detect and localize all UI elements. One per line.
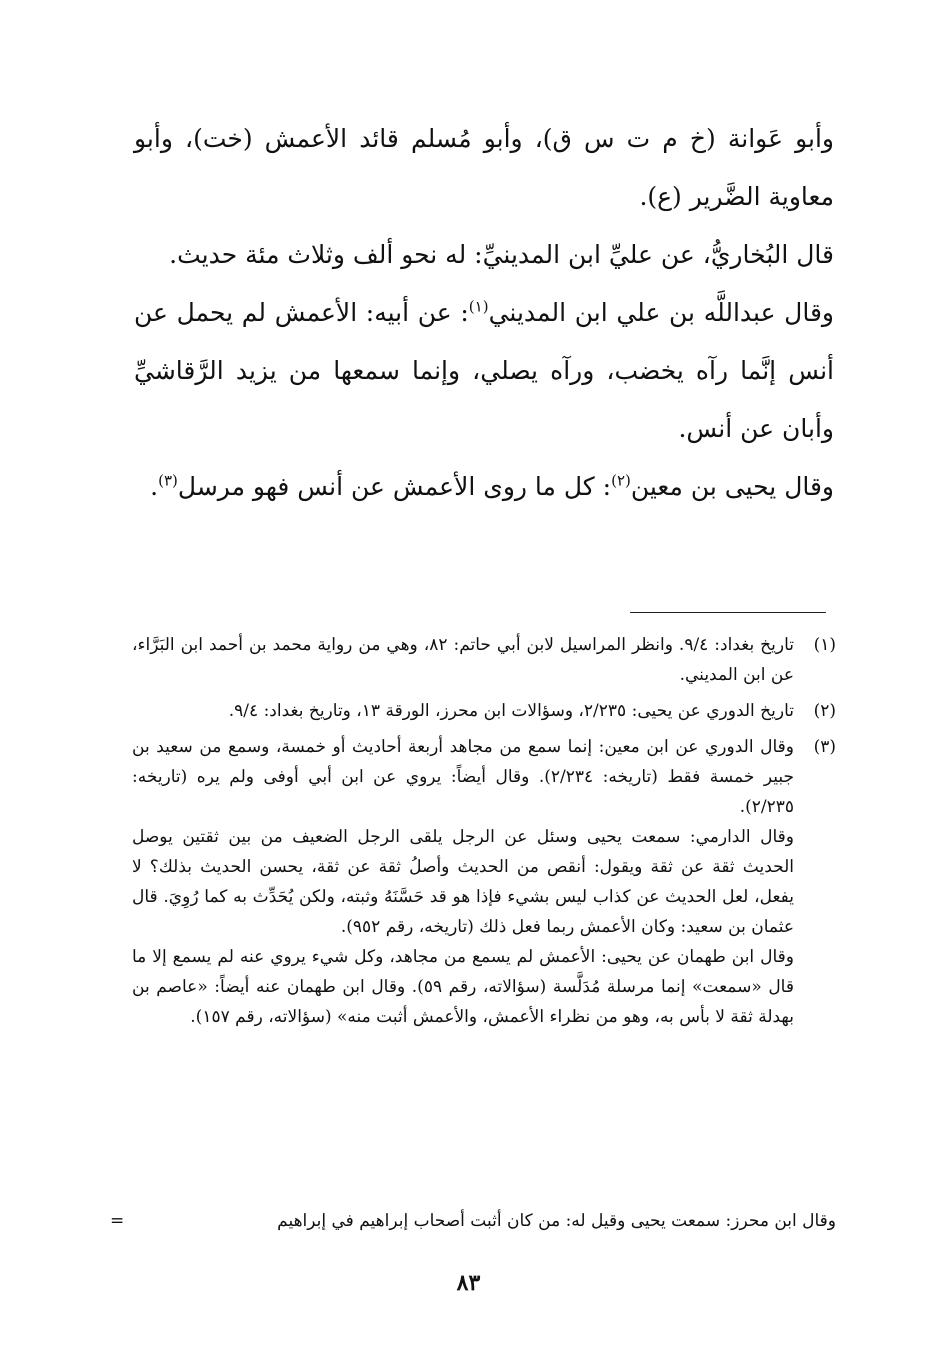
paragraph-4 [134,458,834,516]
footnote-paragraph: تاريخ الدوري عن يحيى: ٢/٢٣٥، وسؤالات ابن محرز، الورقة ١٣، وتاريخ بغداد: ٩/٤. [228,701,794,721]
footnote-paragraph: وقال ابن طهمان عن يحيى: الأعمش لم يسمع من مجاهد، وكل شيء يروي عنه لم يسمع إلا ما قال «سمعت» إنما مرسلة مُدَلَّسة (سؤالاته، رقم ٥٩). وقال ابن طهمان عنه أيضاً: «عاصم بن بهدلة ثقة لا بأس به، وهو من نظراء الأعمش، والأعمش أثبت منه» (سؤالاته، رقم ١٥٧). [132,947,794,1027]
footnote-ref-1: (١) [468,297,489,316]
continuation-mark: = [110,1211,125,1231]
paragraph-3-text-start: وقال عبداللَّه بن علي ابن المديني [488,298,834,327]
footnote-continuation [110,1206,836,1236]
paragraph-2-text: قال البُخاريُّ، عن عليِّ ابن المدينيِّ: له نحو ألف وثلاث مئة حديث. [169,240,834,269]
footnote-ref-3: (٣) [158,471,178,490]
footnote-item [132,732,836,1032]
footnote-continuation-text: وقال ابن محرز: سمعت يحيى وقيل له: من كان أثبت أصحاب إبراهيم في إبراهيم [277,1211,836,1231]
footnote-paragraph: وقال الدوري عن ابن معين: إنما سمع من مجاهد أربعة أحاديث أو خمسة، وسمع من سعيد بن جبير خمسة فقط (تاريخه: ٢/٢٣٤). وقال أيضاً: يروي عن ابن أبي أوفى ولم يره (تاريخه: ٢/٢٣٥). [132,737,794,817]
footnote-number: (١) [813,635,836,655]
footnote-separator [630,612,826,613]
paragraph-4-text-start: وقال يحيى بن معين [630,472,834,501]
paragraph-1 [134,110,834,226]
paragraph-3-text-end: : عن أبيه: الأعمش لم يحمل عن أنس إنَّما رآه يخضب، ورآه يصلي، وإنما سمعها من يزيد الرَّقاشيِّ وأبان عن أنس. [134,298,834,443]
footnote-body [132,732,794,1032]
paragraph-3 [134,284,834,458]
main-text [134,110,834,516]
footnote-item [132,696,836,726]
footnotes [132,630,836,1038]
footnote-paragraph: وقال الدارمي: سمعت يحيى وسئل عن الرجل يلقى الرجل الضعيف من بين ثقتين يوصل الحديث ثقة عن ثقة ويقول: أنقص من الحديث وأصلُ ثقة عن ثقة، يحسن الحديث بذلك؟ لا يفعل، لعل الحديث عن كذاب ليس بشيء فإذا هو قد حَسَّنَهُ وثبته، ولكن يُحَدِّث به كما رُوِيَ. قال عثمان بن سعيد: وكان الأعمش ربما فعل ذلك (تاريخه، رقم ٩٥٢). [132,827,794,937]
footnote-number: (٢) [813,701,836,721]
paragraph-2 [134,226,834,284]
paragraph-4-text-middle: : كل ما روى الأعمش عن أنس فهو مرسل [177,472,612,501]
footnote-ref-2: (٢) [611,471,631,490]
footnote-number: (٣) [813,737,836,757]
paragraph-4-text-end: . [150,472,159,501]
footnote-paragraph: تاريخ بغداد: ٩/٤. وانظر المراسيل لابن أبي حاتم: ٨٢، وهي من رواية محمد بن أحمد ابن البَرَّاء، عن ابن المديني. [132,635,794,685]
footnote-body [132,630,794,690]
footnote-item [132,630,836,690]
page-number: ٨٣ [456,1270,481,1296]
footnote-body [132,696,794,726]
paragraph-1-text: وأبو عَوانة (خ م ت س ق)، وأبو مُسلم قائد الأعمش (خت)، وأبو معاوية الضَّرير (ع). [134,124,834,211]
